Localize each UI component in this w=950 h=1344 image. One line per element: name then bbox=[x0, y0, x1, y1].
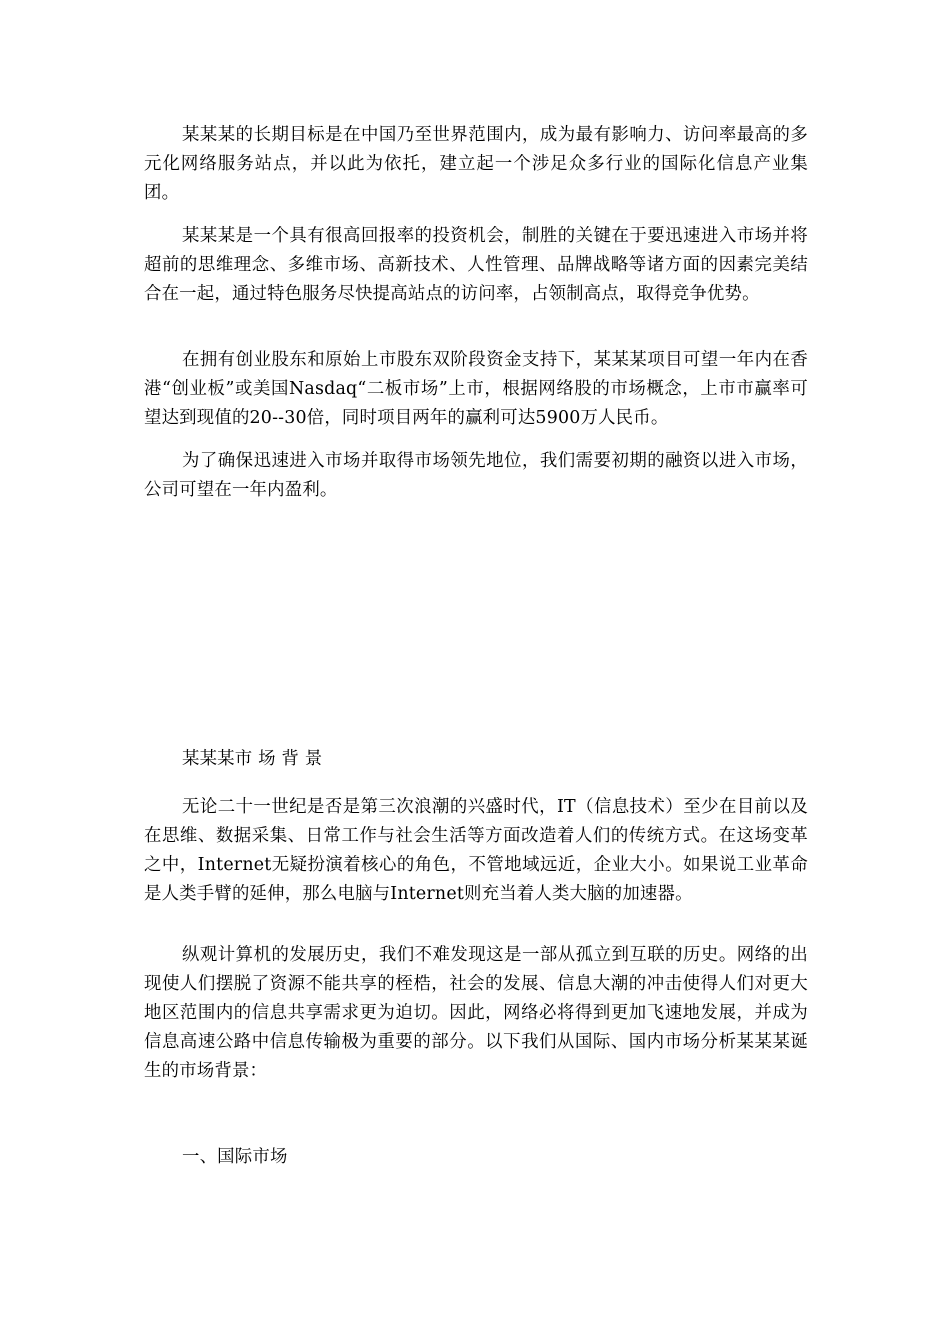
paragraph-investment-opportunity: 某某某是一个具有很高回报率的投资机会，制胜的关键在于要迅速进入市场并将超前的思维理念、多维市场、高新技术、人性管理、品牌战略等诸方面的因素完美结合在一起，通过特色服务尽快提高站点的访问率，占领制高点，取得竞争优势。 bbox=[144, 226, 808, 304]
paragraph-it-revolution: 无论二十一世纪是否是第三次浪潮的兴盛时代，IT（信息技术）至少在目前以及在思维、数据采集、日常工作与社会生活等方面改造着人们的传统方式。在这场变革之中，Internet无疑扮演着核心的角色，不管地域远近，企业大小。如果说工业革命是人类手臂的延伸，那么电脑与Internet则充当着人类大脑的加速器。 bbox=[144, 797, 808, 904]
paragraph-long-term-goal: 某某某的长期目标是在中国乃至世界范围内，成为最有影响力、访问率最高的多元化网络服务站点，并以此为依托，建立起一个涉足众多行业的国际化信息产业集团。 bbox=[144, 125, 808, 203]
paragraph-listing-plan: 在拥有创业股东和原始上市股东双阶段资金支持下，某某某项目可望一年内在香港“创业板”或美国Nasdaq“二板市场”上市，根据网络股的市场概念，上市市赢率可望达到现值的20--30倍，同时项目两年的赢利可达5900万人民币。 bbox=[144, 350, 808, 428]
section-heading-international-market: 一、国际市场 bbox=[182, 1147, 288, 1167]
paragraph-network-history: 纵观计算机的发展历史，我们不难发现这是一部从孤立到互联的历史。网络的出现使人们摆脱了资源不能共享的桎梏，社会的发展、信息大潮的冲击使得人们对更大地区范围内的信息共享需求更为迫切。因此，网络必将得到更加飞速地发展，并成为信息高速公路中信息传输极为重要的部分。以下我们从国际、国内市场分析某某某诞生的市场背景： bbox=[144, 945, 808, 1081]
paragraph-financing-need: 为了确保迅速进入市场并取得市场领先地位，我们需要初期的融资以进入市场，公司可望在一年内盈利。 bbox=[144, 451, 808, 500]
section-heading-market-background: 某某某市 场 背 景 bbox=[182, 749, 323, 769]
